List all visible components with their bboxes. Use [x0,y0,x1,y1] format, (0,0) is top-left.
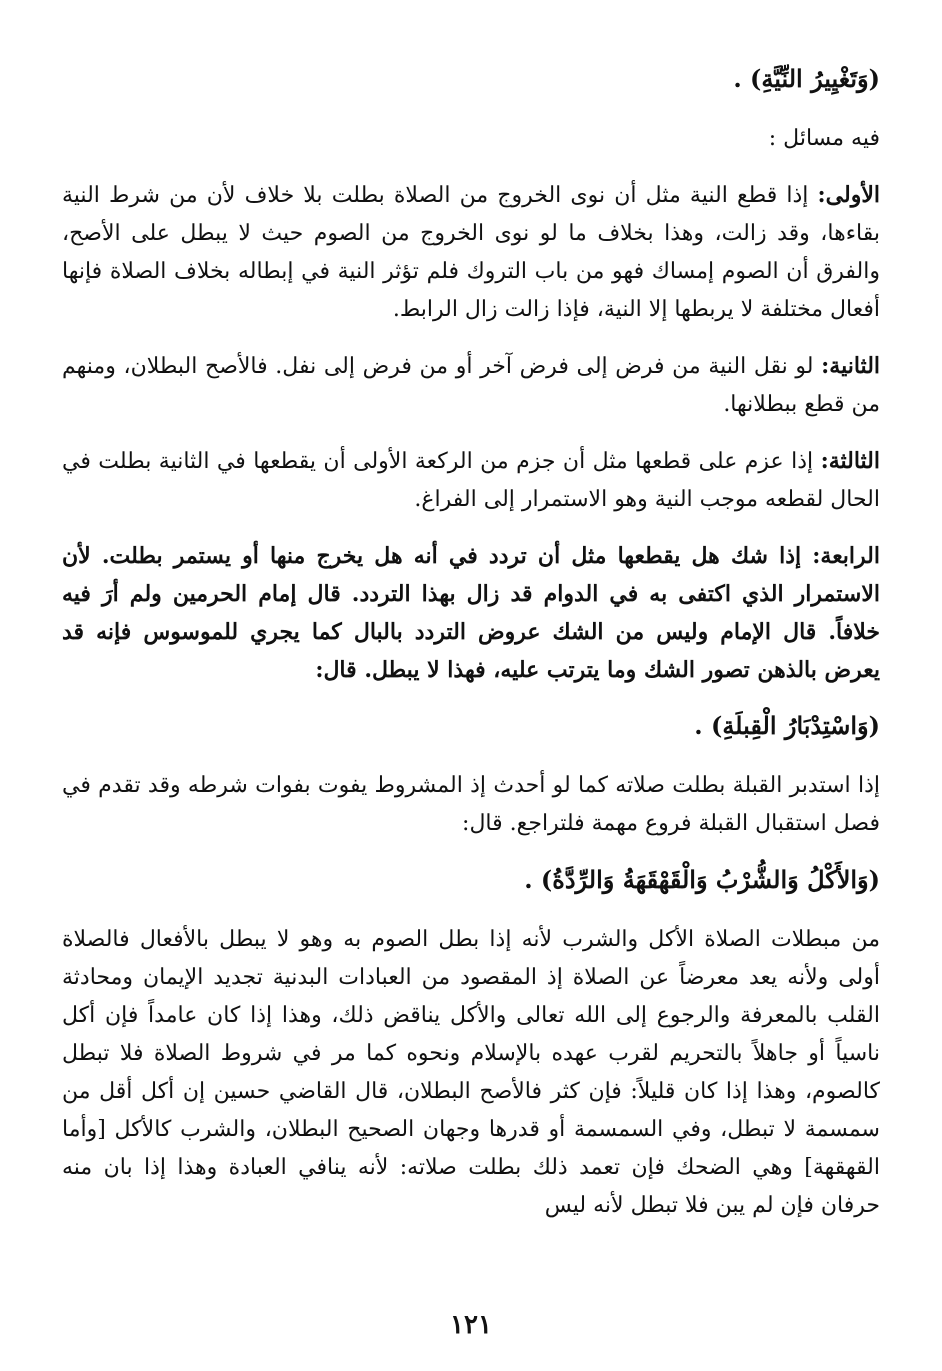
paragraph-eating: من مبطلات الصلاة الأكل والشرب لأنه إذا بطل الصوم به وهو لا يبطل بالأفعال فالصلاة أولى ولأنه يعد معرضاً عن الصلاة إذ المقصود من العبادات البدنية تجديد الإيمان ومحادثة القلب بالمعرفة والرجوع إلى الله تعالى والأكل يناقض ذلك، وهذا إذا كان عامداً فإن أكل ناسياً أو جاهلاً بالتحريم لقرب عهده بالإسلام ونحوه كما مر في شروط الصلاة فلا تبطل كالصوم، وهذا إذا كان قليلاً: فإن كثر فالأصح البطلان، قال القاضي حسين إن أكل أقل من سمسمة لا تبطل، وفي السمسمة أو قدرها وجهان الصحيح البطلان، والشرب كالأكل [وأما القهقهة] وهي الضحك فإن تعمد ذلك بطلت صلاته: لأنه ينافي العبادة وهذا إذا بان منه حرفان فإن لم يبن فلا تبطل لأنه ليس [62,927,880,1218]
intro-line: فيه مسائل : [768,126,880,151]
page-body [62,60,880,1243]
paragraph-second-issue [62,347,880,424]
third-issue-text: إذا عزم على قطعها مثل أن جزم من الركعة الأولى أن يقطعها في الثانية بطلت في الحال لقطعه موجب النية وهو الاستمرار إلى الفراغ. [62,449,880,512]
paragraph-first-issue [62,176,880,329]
second-issue-text: لو نقل النية من فرض إلى فرض آخر أو من فرض إلى نفل. فالأصح البطلان، ومنهم من قطع ببطلانها. [62,354,880,417]
matn-heading-qibla: (وَاسْتِدْبَارُ الْقِبلَةِ) . [694,711,880,740]
second-issue-label: الثانية: [821,353,881,379]
paragraph-third-issue [62,442,880,519]
paragraph-fourth-issue [62,537,880,689]
third-issue-label: الثالثة: [820,448,880,474]
first-issue-text: إذا قطع النية مثل أن نوى الخروج من الصلاة بطلت بلا خلاف لأن من شرط النية بقاءها، وقد زالت، وهذا بخلاف ما لو نوى الخروج من الصوم حيث لا يبطل على الأصح، والفرق أن الصوم إمساك فهو من باب التروك فلم تؤثر النية في إبطاله بخلاف الصلاة فإنها أفعال مختلفة لا يربطها إلا النية، فإذا زالت زال الرابط. [62,183,880,322]
paragraph-qibla: إذا استدبر القبلة بطلت صلاته كما لو أحدث إذ المشروط يفوت بفوات شرطه وقد تقدم في فصل استقبال القبلة فروع مهمة فلتراجع. قال: [62,773,880,836]
fourth-issue-label: الرابعة: [812,543,880,569]
fourth-issue-text: إذا شك هل يقطعها مثل أن تردد في أنه هل يخرج منها أو يستمر بطلت. لأن الاستمرار الذي اكتفى به في الدوام قد زال بهذا التردد. قال إمام الحرمين ولم أرَ فيه خلافاً. قال الإمام وليس من الشك عروض التردد بالبال كما يجري للموسوس فإنه قد يعرض بالذهن تصور الشك وما يترتب عليه، فهذا لا يبطل. قال: [62,543,880,683]
first-issue-label: الأولى: [817,182,880,208]
matn-heading-eating: (وَالأَكْلُ وَالشُّرْبُ وَالْقَهْقَهَةُ وَالرِّدَّةُ) . [524,865,880,894]
matn-heading-intention-change: (وَتَغْيِيرُ النِّيَّةِ) . [733,64,880,93]
page-number: ١٢١ [450,1310,492,1340]
